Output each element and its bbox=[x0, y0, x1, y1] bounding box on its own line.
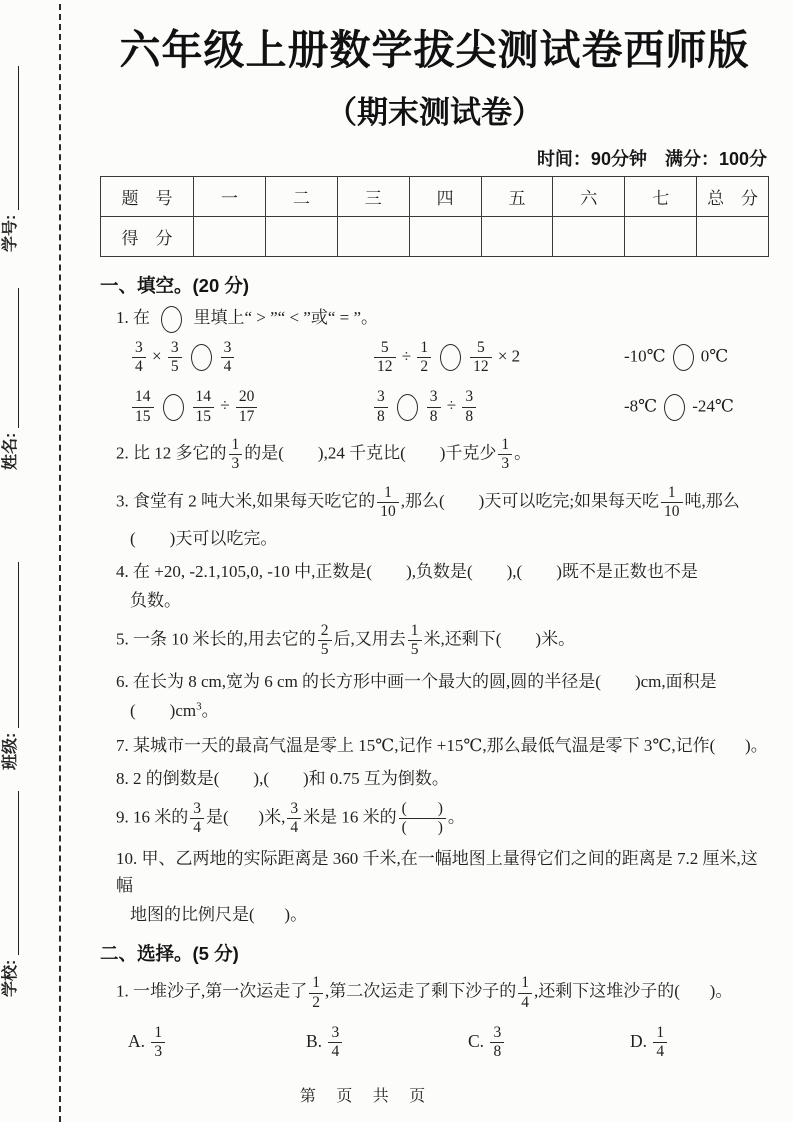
section1-heading: 一、填空。(20 分) bbox=[100, 275, 250, 297]
text-run: 是( )米, bbox=[206, 807, 286, 827]
fraction-numerator: 2 bbox=[318, 622, 332, 641]
comparison-grid bbox=[130, 337, 769, 428]
comparison-item bbox=[624, 394, 769, 421]
text-run: 负数。 bbox=[130, 591, 181, 611]
text-run: ÷ bbox=[216, 396, 234, 416]
fraction-denominator: 4 bbox=[223, 358, 232, 376]
text-run: × 2 bbox=[493, 346, 521, 366]
score-cell-empty bbox=[409, 217, 481, 257]
score-table-header-cell: 七 bbox=[625, 177, 697, 217]
fraction-denominator: 4 bbox=[331, 1043, 340, 1061]
fraction bbox=[132, 339, 146, 377]
text-run: ,还剩下这堆沙子的( )。 bbox=[534, 981, 733, 1001]
question-4-line2 bbox=[130, 587, 769, 614]
comparison-item bbox=[624, 344, 769, 371]
fraction-denominator: ( ) bbox=[401, 818, 443, 836]
fraction-numerator: 3 bbox=[132, 339, 146, 358]
text-run: 7. 某城市一天的最高气温是零上 15℃,记作 +15℃,那么最低气温是零下 3℃,记作( )。 bbox=[116, 735, 768, 755]
text-run: 2. 比 12 多它的 bbox=[116, 443, 227, 463]
fraction-numerator: 3 bbox=[427, 388, 441, 407]
fraction-denominator: 3 bbox=[231, 455, 240, 473]
fraction-numerator: 1 bbox=[309, 974, 323, 993]
score-table-header-cell: 三 bbox=[337, 177, 409, 217]
question-6-line2 bbox=[130, 697, 769, 724]
question-2 bbox=[116, 434, 769, 476]
comparison-item bbox=[130, 386, 372, 428]
fraction-numerator: 3 bbox=[168, 339, 182, 358]
school-blank-line bbox=[18, 791, 19, 955]
fraction-denominator: 17 bbox=[238, 407, 255, 425]
choice-question-1 bbox=[116, 972, 769, 1014]
text-run: 地图的比例尺是( )。 bbox=[130, 905, 308, 925]
score-row-label: 得 分 bbox=[101, 217, 194, 257]
text-run: -10℃ bbox=[624, 346, 666, 366]
name-label: 姓名: bbox=[2, 432, 19, 470]
option-c bbox=[468, 1022, 630, 1064]
paper-body bbox=[100, 0, 769, 1063]
fraction-numerator: 3 bbox=[490, 1024, 504, 1043]
option-a bbox=[128, 1022, 306, 1064]
fraction-numerator: 1 bbox=[653, 1024, 667, 1043]
fraction bbox=[490, 1024, 504, 1062]
class-label: 班级: bbox=[2, 732, 19, 770]
question-4-line1 bbox=[116, 558, 769, 585]
text-run: A. bbox=[128, 1030, 150, 1051]
score-table-header-cell: 五 bbox=[481, 177, 553, 217]
fraction-numerator: 1 bbox=[229, 436, 243, 455]
text-run: ÷ bbox=[397, 346, 416, 366]
question-8 bbox=[116, 765, 769, 792]
question-6-line1 bbox=[116, 668, 769, 695]
fraction bbox=[408, 622, 422, 660]
text-run: -24℃ bbox=[692, 396, 734, 416]
text-run: B. bbox=[306, 1030, 327, 1051]
text-run: 9. 16 米的 bbox=[116, 807, 189, 827]
fraction-numerator: 14 bbox=[193, 388, 215, 407]
answer-circle-blank bbox=[673, 344, 694, 371]
fraction-numerator: 3 bbox=[374, 388, 388, 407]
fraction-denominator: 2 bbox=[420, 358, 429, 376]
score-table bbox=[100, 176, 769, 257]
score-table-header-cell: 题 号 bbox=[101, 177, 194, 217]
fraction-numerator: 5 bbox=[374, 339, 396, 358]
fraction bbox=[470, 339, 492, 377]
comparison-item bbox=[130, 337, 372, 379]
fraction bbox=[417, 339, 431, 377]
fraction bbox=[427, 388, 441, 426]
class-field bbox=[0, 562, 23, 770]
fraction-denominator: 10 bbox=[380, 502, 396, 520]
class-blank-line bbox=[18, 562, 19, 728]
fraction bbox=[221, 339, 235, 377]
score-cell-empty bbox=[337, 217, 409, 257]
paper-subtitle: （期末测试卷） bbox=[326, 95, 543, 131]
fraction-denominator: 8 bbox=[465, 407, 474, 425]
fraction bbox=[309, 974, 323, 1012]
fraction bbox=[328, 1024, 342, 1062]
fraction-numerator: 3 bbox=[462, 388, 476, 407]
fraction-denominator: 5 bbox=[410, 641, 419, 659]
fraction bbox=[374, 388, 388, 426]
fraction bbox=[498, 436, 512, 474]
text-run: D. bbox=[630, 1030, 652, 1051]
text-run: 吨,那么 bbox=[684, 491, 740, 511]
fraction bbox=[132, 388, 154, 426]
fraction bbox=[462, 388, 476, 426]
score-table-header-cell: 总 分 bbox=[697, 177, 769, 217]
fraction bbox=[653, 1024, 667, 1062]
fraction-numerator: 3 bbox=[221, 339, 235, 358]
student-id-blank-line bbox=[18, 66, 19, 210]
fraction bbox=[374, 339, 396, 377]
fraction bbox=[236, 388, 258, 426]
fraction-denominator: 5 bbox=[170, 358, 179, 376]
answer-circle-blank bbox=[163, 394, 184, 421]
answer-circle-blank bbox=[664, 394, 685, 421]
text-run: 。 bbox=[201, 700, 219, 720]
fraction-denominator: 4 bbox=[656, 1043, 665, 1061]
paper-title: 六年级上册数学拔尖测试卷西师版 bbox=[119, 27, 750, 73]
answer-circle-blank bbox=[440, 344, 461, 371]
score-cell-empty bbox=[697, 217, 769, 257]
text-run: 3. 食堂有 2 吨大米,如果每天吃它的 bbox=[116, 491, 376, 511]
fraction-numerator: 1 bbox=[417, 339, 431, 358]
text-run: ,那么( )天可以吃完;如果每天吃 bbox=[400, 491, 660, 511]
comparison-item bbox=[372, 386, 624, 428]
answer-circle-blank bbox=[161, 306, 182, 333]
text-run: 的是( ),24 千克比( )千克少 bbox=[244, 443, 497, 463]
fraction bbox=[229, 436, 243, 474]
text-run: ( )天可以吃完。 bbox=[130, 529, 278, 549]
fraction-denominator: 4 bbox=[521, 993, 529, 1011]
fraction-denominator: 5 bbox=[320, 641, 329, 659]
text-run: 8. 2 的倒数是( ),( )和 0.75 互为倒数。 bbox=[116, 768, 449, 788]
student-id-label: 学号: bbox=[2, 214, 19, 252]
school-field bbox=[0, 791, 23, 997]
score-table-header-cell: 二 bbox=[265, 177, 337, 217]
text-run: 1. 在 bbox=[116, 308, 155, 328]
fraction-numerator: 1 bbox=[377, 484, 399, 503]
fraction bbox=[661, 484, 683, 522]
text-run: 。 bbox=[447, 807, 465, 827]
question-9 bbox=[116, 798, 769, 840]
question-7 bbox=[116, 732, 769, 759]
fraction-numerator: 5 bbox=[470, 339, 492, 358]
fraction-numerator: 1 bbox=[408, 622, 422, 641]
section2-heading: 二、选择。(5 分) bbox=[100, 943, 239, 965]
score-table-score-row bbox=[101, 217, 769, 257]
fraction bbox=[518, 974, 532, 1012]
text-run: 6. 在长为 8 cm,宽为 6 cm 的长方形中画一个最大的圆,圆的半径是( )cm,面积是 bbox=[116, 671, 717, 691]
fraction-numerator: 14 bbox=[132, 388, 154, 407]
fraction-denominator: 8 bbox=[493, 1043, 502, 1061]
fraction-denominator: 8 bbox=[377, 407, 385, 425]
comparison-item bbox=[372, 337, 624, 379]
fraction-denominator: 12 bbox=[377, 358, 393, 376]
fraction-numerator: 20 bbox=[236, 388, 258, 407]
question-10-line2 bbox=[130, 901, 769, 928]
score-table-header-cell: 六 bbox=[553, 177, 625, 217]
answer-circle-blank bbox=[191, 344, 212, 371]
fraction bbox=[190, 800, 204, 838]
fraction bbox=[168, 339, 182, 377]
school-label: 学校: bbox=[2, 959, 19, 997]
fraction bbox=[193, 388, 215, 426]
score-cell-empty bbox=[625, 217, 697, 257]
cut-dashed-line bbox=[59, 4, 61, 1122]
text-run: ,第二次运走了剩下沙子的 bbox=[325, 981, 517, 1001]
fraction-numerator: 1 bbox=[518, 974, 532, 993]
fraction-numerator: 1 bbox=[151, 1024, 165, 1043]
score-table-header-cell: 一 bbox=[194, 177, 266, 217]
fraction bbox=[151, 1024, 165, 1062]
score-cell-empty bbox=[194, 217, 266, 257]
score-cell-empty bbox=[265, 217, 337, 257]
question-10-line1 bbox=[116, 845, 769, 899]
fraction-denominator: 10 bbox=[664, 502, 680, 520]
option-d bbox=[630, 1022, 769, 1064]
text-run: ( )cm bbox=[130, 700, 197, 720]
fraction bbox=[318, 622, 332, 660]
fraction-numerator: 1 bbox=[661, 484, 683, 503]
text-run: 后,又用去 bbox=[333, 629, 406, 649]
name-field bbox=[0, 288, 23, 470]
text-run: 4. 在 +20, -2.1,105,0, -10 中,正数是( ),负数是( ),( )既不是正数也不是 bbox=[116, 562, 698, 582]
text-run: 10. 甲、乙两地的实际距离是 360 千米,在一幅地图上量得它们之间的距离是 7.2 厘米,这幅 bbox=[116, 849, 758, 896]
question-1 bbox=[116, 304, 769, 333]
fraction-numerator: ( ) bbox=[399, 800, 446, 819]
answer-circle-blank bbox=[397, 394, 418, 421]
question-5 bbox=[116, 620, 769, 662]
score-table-header-cell: 四 bbox=[409, 177, 481, 217]
fraction-numerator: 3 bbox=[328, 1024, 342, 1043]
text-run: 5. 一条 10 米长的,用去它的 bbox=[116, 629, 316, 649]
fraction-denominator: 15 bbox=[135, 407, 151, 425]
fraction-denominator: 8 bbox=[429, 407, 438, 425]
text-run: 。 bbox=[514, 443, 532, 463]
page-footer: 第 页 共 页 bbox=[299, 1088, 434, 1105]
text-run: 米,还剩下( )米。 bbox=[423, 629, 576, 649]
fraction bbox=[287, 800, 301, 838]
text-run: ÷ bbox=[442, 396, 461, 416]
fraction-denominator: 15 bbox=[195, 407, 211, 425]
fraction-denominator: 3 bbox=[154, 1043, 163, 1061]
text-run: 米是 16 米的 bbox=[303, 807, 397, 827]
text-run: -8℃ bbox=[624, 396, 658, 416]
text-run: 1. 一堆沙子,第一次运走了 bbox=[116, 981, 308, 1001]
text-run: 里填上“ > ”“ < ”或“ = ”。 bbox=[189, 308, 379, 328]
fraction-numerator: 3 bbox=[190, 800, 204, 819]
fraction-denominator: 4 bbox=[290, 818, 299, 836]
fraction bbox=[399, 800, 446, 838]
option-b bbox=[306, 1022, 468, 1064]
superscript: 3 bbox=[196, 700, 202, 713]
fraction-denominator: 4 bbox=[193, 818, 201, 836]
text-run: C. bbox=[468, 1030, 489, 1051]
choice-options-row bbox=[128, 1022, 769, 1064]
name-blank-line bbox=[18, 288, 19, 428]
score-cell-empty bbox=[481, 217, 553, 257]
fraction-numerator: 1 bbox=[498, 436, 512, 455]
time-and-score-info: 时间：90分钟 满分：100分 bbox=[536, 149, 767, 170]
fraction-denominator: 12 bbox=[473, 358, 489, 376]
fraction-denominator: 3 bbox=[501, 455, 510, 473]
score-table-header-row bbox=[101, 177, 769, 217]
fraction bbox=[377, 484, 399, 522]
fraction-denominator: 4 bbox=[135, 358, 143, 376]
fraction-denominator: 2 bbox=[312, 993, 320, 1011]
score-cell-empty bbox=[553, 217, 625, 257]
student-id-field bbox=[0, 66, 23, 252]
question-3-line2 bbox=[130, 525, 769, 552]
text-run: 0℃ bbox=[700, 346, 729, 366]
fraction-numerator: 3 bbox=[287, 800, 301, 819]
question-3-line1 bbox=[116, 482, 769, 524]
text-run: × bbox=[147, 346, 166, 366]
